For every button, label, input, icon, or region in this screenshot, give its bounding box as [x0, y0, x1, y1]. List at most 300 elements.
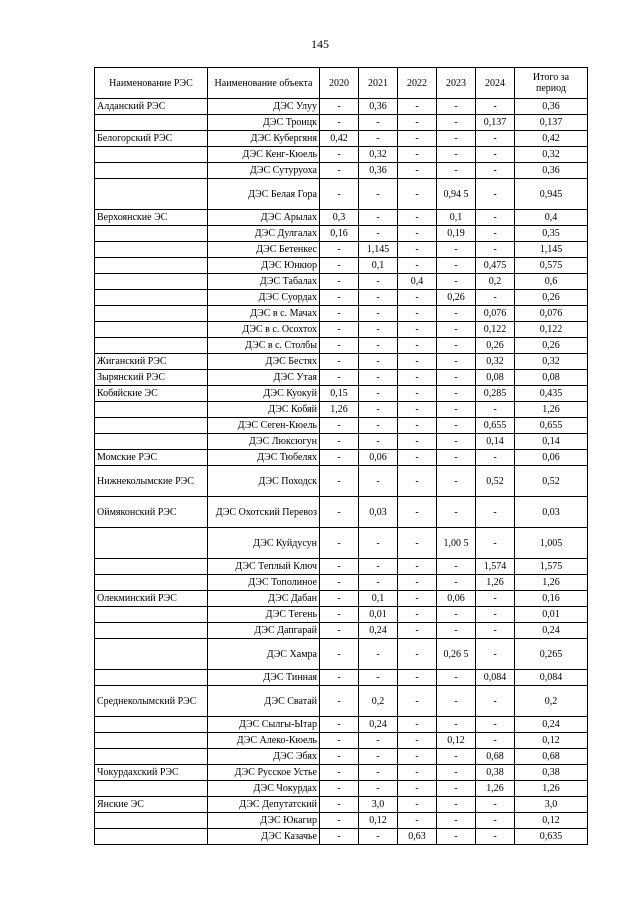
cell-2024: -: [476, 147, 515, 163]
cell-2020: -: [320, 354, 359, 370]
cell-2022: -: [398, 733, 437, 749]
table-row: [95, 497, 588, 528]
table-row: [95, 163, 588, 179]
cell-total: 0,4: [515, 210, 588, 226]
table-body: [95, 99, 588, 845]
cell-2020: -: [320, 99, 359, 115]
page-number: 145: [311, 37, 329, 51]
table-row: [95, 813, 588, 829]
cell-2022: -: [398, 670, 437, 686]
cell-2021: -: [359, 670, 398, 686]
cell-2024: 0,68: [476, 749, 515, 765]
cell-total: 0,076: [515, 306, 588, 322]
cell-2023: 1,00 5: [437, 528, 476, 559]
table-row: [95, 733, 588, 749]
cell-2024: 0,285: [476, 386, 515, 402]
cell-2021: -: [359, 322, 398, 338]
cell-2021: 0,36: [359, 99, 398, 115]
cell-2021: 0,1: [359, 258, 398, 274]
cell-total: 0,52: [515, 466, 588, 497]
cell-total: 0,01: [515, 607, 588, 623]
cell-object-name: ДЭС Юнкюр: [208, 258, 320, 274]
cell-total: 0,32: [515, 147, 588, 163]
cell-res-name: [95, 163, 208, 179]
cell-res-name: [95, 115, 208, 131]
cell-object-name: ДЭС Эбях: [208, 749, 320, 765]
table-row: [95, 781, 588, 797]
cell-2022: -: [398, 163, 437, 179]
cell-res-name: [95, 670, 208, 686]
header-2024: 2024: [476, 68, 515, 99]
cell-2024: -: [476, 402, 515, 418]
cell-2022: -: [398, 781, 437, 797]
cell-2020: -: [320, 434, 359, 450]
cell-2020: -: [320, 322, 359, 338]
cell-2020: -: [320, 147, 359, 163]
table-row: [95, 575, 588, 591]
cell-2022: -: [398, 575, 437, 591]
cell-2021: 0,24: [359, 717, 398, 733]
cell-object-name: ДЭС Чокурдах: [208, 781, 320, 797]
cell-total: 0,12: [515, 733, 588, 749]
cell-2024: 0,2: [476, 274, 515, 290]
cell-total: 0,435: [515, 386, 588, 402]
cell-2020: -: [320, 639, 359, 670]
cell-2023: -: [437, 370, 476, 386]
cell-2020: -: [320, 781, 359, 797]
cell-2022: -: [398, 639, 437, 670]
table-row: [95, 670, 588, 686]
cell-2021: 0,2: [359, 686, 398, 717]
cell-object-name: ДЭС Кобяй: [208, 402, 320, 418]
cell-2024: -: [476, 99, 515, 115]
cell-2023: -: [437, 354, 476, 370]
table-row: [95, 528, 588, 559]
cell-2020: -: [320, 450, 359, 466]
cell-2023: -: [437, 338, 476, 354]
cell-2020: -: [320, 559, 359, 575]
cell-object-name: ДЭС Тегень: [208, 607, 320, 623]
cell-2024: 0,26: [476, 338, 515, 354]
cell-res-name: [95, 258, 208, 274]
cell-object-name: ДЭС в с. Осохтох: [208, 322, 320, 338]
cell-2024: 0,655: [476, 418, 515, 434]
cell-object-name: ДЭС Суордах: [208, 290, 320, 306]
cell-res-name: [95, 338, 208, 354]
cell-2022: -: [398, 370, 437, 386]
cell-2024: 0,137: [476, 115, 515, 131]
table-row: [95, 829, 588, 845]
table-row: [95, 226, 588, 242]
cell-res-name: Алданский РЭС: [95, 99, 208, 115]
table-row: [95, 797, 588, 813]
cell-2024: -: [476, 591, 515, 607]
header-res: Наименование РЭС: [95, 68, 208, 99]
cell-2021: -: [359, 765, 398, 781]
cell-total: 0,36: [515, 163, 588, 179]
cell-res-name: [95, 575, 208, 591]
cell-2024: -: [476, 528, 515, 559]
table-row: [95, 242, 588, 258]
cell-2023: -: [437, 386, 476, 402]
cell-object-name: ДЭС Сылгы-Ытар: [208, 717, 320, 733]
cell-2024: 0,14: [476, 434, 515, 450]
cell-total: 0,265: [515, 639, 588, 670]
table-header-row: [95, 68, 588, 99]
cell-res-name: [95, 749, 208, 765]
cell-res-name: [95, 639, 208, 670]
cell-2023: -: [437, 765, 476, 781]
cell-2022: -: [398, 99, 437, 115]
cell-2024: -: [476, 497, 515, 528]
cell-2021: -: [359, 528, 398, 559]
cell-2021: -: [359, 733, 398, 749]
cell-total: 0,14: [515, 434, 588, 450]
cell-2022: -: [398, 717, 437, 733]
cell-2022: -: [398, 434, 437, 450]
cell-res-name: Зырянский РЭС: [95, 370, 208, 386]
cell-2024: 0,122: [476, 322, 515, 338]
table-row: [95, 147, 588, 163]
cell-2022: -: [398, 623, 437, 639]
cell-2020: -: [320, 258, 359, 274]
cell-object-name: ДЭС Люксюгун: [208, 434, 320, 450]
cell-2020: -: [320, 370, 359, 386]
cell-2024: 0,084: [476, 670, 515, 686]
cell-2023: 0,19: [437, 226, 476, 242]
cell-res-name: [95, 434, 208, 450]
cell-2022: -: [398, 258, 437, 274]
cell-total: 0,35: [515, 226, 588, 242]
cell-res-name: [95, 226, 208, 242]
cell-total: 0,24: [515, 717, 588, 733]
cell-2022: -: [398, 147, 437, 163]
cell-2022: -: [398, 559, 437, 575]
cell-2021: 0,12: [359, 813, 398, 829]
cell-2020: -: [320, 733, 359, 749]
cell-res-name: [95, 528, 208, 559]
cell-res-name: [95, 623, 208, 639]
cell-2023: -: [437, 434, 476, 450]
cell-2023: -: [437, 829, 476, 845]
cell-total: 1,575: [515, 559, 588, 575]
cell-2022: -: [398, 797, 437, 813]
cell-2024: 1,574: [476, 559, 515, 575]
cell-2024: -: [476, 163, 515, 179]
table-row: [95, 607, 588, 623]
cell-total: 0,12: [515, 813, 588, 829]
cell-res-name: [95, 733, 208, 749]
cell-total: 1,145: [515, 242, 588, 258]
cell-res-name: Олекминский РЭС: [95, 591, 208, 607]
cell-2021: -: [359, 418, 398, 434]
cell-res-name: [95, 290, 208, 306]
cell-total: 0,26: [515, 290, 588, 306]
cell-res-name: [95, 306, 208, 322]
cell-total: 0,03: [515, 497, 588, 528]
cell-object-name: ДЭС Походск: [208, 466, 320, 497]
table-row: [95, 338, 588, 354]
cell-2024: 0,32: [476, 354, 515, 370]
table-row: [95, 210, 588, 226]
cell-2024: -: [476, 607, 515, 623]
cell-total: 0,26: [515, 338, 588, 354]
cell-2021: -: [359, 370, 398, 386]
cell-object-name: ДЭС Куйдусун: [208, 528, 320, 559]
header-2020: 2020: [320, 68, 359, 99]
cell-2020: -: [320, 813, 359, 829]
cell-2021: -: [359, 210, 398, 226]
cell-object-name: ДЭС Троицк: [208, 115, 320, 131]
cell-res-name: [95, 813, 208, 829]
cell-2024: 0,52: [476, 466, 515, 497]
cell-2021: -: [359, 386, 398, 402]
cell-object-name: ДЭС Белая Гора: [208, 179, 320, 210]
cell-2021: -: [359, 781, 398, 797]
cell-2023: -: [437, 623, 476, 639]
cell-2022: -: [398, 528, 437, 559]
cell-2021: -: [359, 829, 398, 845]
cell-2021: 0,24: [359, 623, 398, 639]
cell-object-name: ДЭС Кенг-Кюель: [208, 147, 320, 163]
cell-2022: -: [398, 497, 437, 528]
cell-2024: 1,26: [476, 781, 515, 797]
cell-2021: 1,145: [359, 242, 398, 258]
cell-2023: -: [437, 686, 476, 717]
cell-2023: -: [437, 797, 476, 813]
cell-2024: -: [476, 131, 515, 147]
cell-total: 0,36: [515, 99, 588, 115]
cell-2022: -: [398, 591, 437, 607]
cell-object-name: ДЭС Арылах: [208, 210, 320, 226]
cell-2023: 0,1: [437, 210, 476, 226]
cell-2021: -: [359, 338, 398, 354]
cell-res-name: [95, 781, 208, 797]
cell-2020: -: [320, 179, 359, 210]
cell-total: 0,68: [515, 749, 588, 765]
table-row: [95, 765, 588, 781]
cell-2020: -: [320, 575, 359, 591]
cell-2022: -: [398, 338, 437, 354]
cell-2023: -: [437, 418, 476, 434]
cell-2020: -: [320, 765, 359, 781]
cell-object-name: ДЭС Охотский Перевоз: [208, 497, 320, 528]
cell-2021: -: [359, 559, 398, 575]
cell-2024: 0,076: [476, 306, 515, 322]
cell-2023: -: [437, 258, 476, 274]
cell-2023: -: [437, 274, 476, 290]
cell-2024: -: [476, 210, 515, 226]
cell-2020: -: [320, 338, 359, 354]
cell-object-name: ДЭС Русское Устье: [208, 765, 320, 781]
cell-total: 0,16: [515, 591, 588, 607]
cell-res-name: [95, 402, 208, 418]
cell-2022: -: [398, 115, 437, 131]
cell-2020: -: [320, 290, 359, 306]
header-object: Наименование объекта: [208, 68, 320, 99]
cell-object-name: ДЭС Юкагир: [208, 813, 320, 829]
cell-res-name: Белогорский РЭС: [95, 131, 208, 147]
cell-2023: -: [437, 607, 476, 623]
cell-2024: 1,26: [476, 575, 515, 591]
cell-2024: -: [476, 686, 515, 717]
cell-2023: 0,06: [437, 591, 476, 607]
cell-total: 0,575: [515, 258, 588, 274]
cell-total: 0,38: [515, 765, 588, 781]
cell-2022: -: [398, 765, 437, 781]
cell-res-name: Верхоянские ЭС: [95, 210, 208, 226]
table-row: [95, 639, 588, 670]
cell-2021: -: [359, 575, 398, 591]
table-row: [95, 179, 588, 210]
cell-2020: 1,26: [320, 402, 359, 418]
cell-2024: -: [476, 733, 515, 749]
cell-2023: -: [437, 450, 476, 466]
cell-2021: 0,03: [359, 497, 398, 528]
cell-2020: -: [320, 274, 359, 290]
table-row: [95, 623, 588, 639]
cell-2020: -: [320, 418, 359, 434]
cell-2022: -: [398, 749, 437, 765]
cell-object-name: ДЭС Дабан: [208, 591, 320, 607]
cell-2021: 0,01: [359, 607, 398, 623]
cell-res-name: [95, 559, 208, 575]
cell-2022: -: [398, 290, 437, 306]
cell-2021: -: [359, 639, 398, 670]
cell-object-name: ДЭС в с. Мачах: [208, 306, 320, 322]
cell-2022: -: [398, 179, 437, 210]
cell-2024: -: [476, 290, 515, 306]
cell-2021: 3,0: [359, 797, 398, 813]
cell-2023: -: [437, 306, 476, 322]
cell-object-name: ДЭС Улуу: [208, 99, 320, 115]
cell-2020: 0,15: [320, 386, 359, 402]
cell-total: 3,0: [515, 797, 588, 813]
cell-2024: -: [476, 797, 515, 813]
cell-2024: -: [476, 179, 515, 210]
table-row: [95, 370, 588, 386]
cell-total: 0,24: [515, 623, 588, 639]
cell-total: 0,122: [515, 322, 588, 338]
cell-2023: -: [437, 99, 476, 115]
cell-2021: 0,36: [359, 163, 398, 179]
cell-2023: -: [437, 402, 476, 418]
table-row: [95, 274, 588, 290]
cell-2022: -: [398, 131, 437, 147]
cell-2022: 0,4: [398, 274, 437, 290]
header-2023: 2023: [437, 68, 476, 99]
header-2022: 2022: [398, 68, 437, 99]
table-row: [95, 434, 588, 450]
table-row: [95, 258, 588, 274]
cell-res-name: [95, 322, 208, 338]
cell-2023: -: [437, 717, 476, 733]
cell-2023: 0,94 5: [437, 179, 476, 210]
cell-2022: -: [398, 607, 437, 623]
cell-object-name: ДЭС Кубергяня: [208, 131, 320, 147]
cell-res-name: [95, 418, 208, 434]
cell-2024: -: [476, 242, 515, 258]
cell-2022: -: [398, 418, 437, 434]
cell-2020: -: [320, 242, 359, 258]
cell-2021: -: [359, 306, 398, 322]
table-row: [95, 418, 588, 434]
cell-2022: -: [398, 686, 437, 717]
cell-2023: -: [437, 781, 476, 797]
table-row: [95, 322, 588, 338]
table-row: [95, 450, 588, 466]
table-row: [95, 402, 588, 418]
cell-object-name: ДЭС Сутуруоха: [208, 163, 320, 179]
cell-2023: -: [437, 131, 476, 147]
cell-2022: -: [398, 386, 437, 402]
cell-res-name: Янские ЭС: [95, 797, 208, 813]
cell-object-name: ДЭС Казачье: [208, 829, 320, 845]
table-row: [95, 386, 588, 402]
cell-2023: -: [437, 163, 476, 179]
cell-2024: -: [476, 450, 515, 466]
cell-2020: -: [320, 591, 359, 607]
cell-2021: -: [359, 226, 398, 242]
cell-res-name: Нижнеколымские РЭС: [95, 466, 208, 497]
cell-object-name: ДЭС Депутатский: [208, 797, 320, 813]
res-objects-table: [94, 67, 588, 845]
cell-2022: -: [398, 450, 437, 466]
cell-total: 0,945: [515, 179, 588, 210]
cell-2021: -: [359, 354, 398, 370]
cell-total: 1,26: [515, 402, 588, 418]
cell-2021: -: [359, 131, 398, 147]
cell-2023: -: [437, 749, 476, 765]
cell-object-name: ДЭС Алеко-Кюель: [208, 733, 320, 749]
cell-total: 0,084: [515, 670, 588, 686]
table-row: [95, 559, 588, 575]
cell-2021: 0,06: [359, 450, 398, 466]
cell-2020: -: [320, 623, 359, 639]
cell-2024: -: [476, 639, 515, 670]
cell-object-name: ДЭС Бетенкес: [208, 242, 320, 258]
cell-2020: -: [320, 528, 359, 559]
cell-2022: -: [398, 813, 437, 829]
cell-2023: 0,12: [437, 733, 476, 749]
cell-total: 0,06: [515, 450, 588, 466]
cell-2020: -: [320, 717, 359, 733]
cell-2022: -: [398, 210, 437, 226]
cell-2022: -: [398, 306, 437, 322]
table-row: [95, 466, 588, 497]
cell-total: 1,26: [515, 781, 588, 797]
cell-res-name: Момские РЭС: [95, 450, 208, 466]
cell-total: 0,32: [515, 354, 588, 370]
cell-2023: -: [437, 497, 476, 528]
cell-object-name: ДЭС Хамра: [208, 639, 320, 670]
cell-object-name: ДЭС Тинная: [208, 670, 320, 686]
cell-2024: 0,08: [476, 370, 515, 386]
cell-res-name: Среднеколымский РЭС: [95, 686, 208, 717]
cell-2022: -: [398, 226, 437, 242]
table-row: [95, 717, 588, 733]
cell-2020: -: [320, 829, 359, 845]
cell-res-name: [95, 607, 208, 623]
cell-total: 0,2: [515, 686, 588, 717]
cell-2020: -: [320, 607, 359, 623]
cell-res-name: Жиганский РЭС: [95, 354, 208, 370]
table-row: [95, 290, 588, 306]
cell-2024: 0,475: [476, 258, 515, 274]
cell-2020: 0,16: [320, 226, 359, 242]
cell-object-name: ДЭС Тюбелях: [208, 450, 320, 466]
cell-res-name: [95, 274, 208, 290]
